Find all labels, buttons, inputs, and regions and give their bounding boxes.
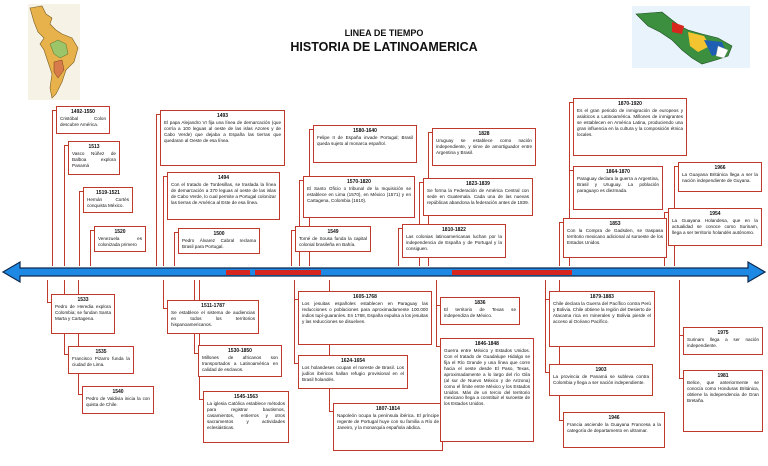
event-box-1903: 1903 La provincia de Panamá se subleva contra Colombia y llega a ser nación independiente. [549,364,653,396]
connector-line [299,180,300,266]
event-box-1975: 1975 Surinam llega a ser nación independiente. [683,327,763,355]
page-title: HISTORIA DE LATINOAMERICA [290,40,478,54]
connector-line [79,191,80,266]
event-box-1879-1883: 1879-1883 Chile declara la Guerra del Pacífico contra Perú y Bolivia. Chile obtiene la región del Desierto de Atacama rica en minerales y Bolivia pierde el acceso al Océano Pacífico. [549,291,655,347]
event-box-1520: 1520 Venezuela es colonizada primero [94,226,146,252]
event-box-1846-1848: 1846-1848 Guerra entre México y Estados Unidos. Con el tratado de Guadalupe Hidalgo se fija el Río Grande y una línea que corre hacia el oeste desde El Paso, Texas, aproximadamente a lo largo del río Gila (al sur de Nuevo México y de Arizona) como el límite entre México y los Estados Unidos. Más de un tercio del territorio mexicano llega a constituir el suroeste de los Estados Unidos. [440,338,534,442]
connector-line [47,280,48,302]
event-box-1853: 1853 Con la Compra de Gadsden, se traspasa territorio mexicano adicional al suroeste de los Estados Unidos. [563,218,667,258]
connector-line [52,110,53,266]
connector-line [294,280,295,363]
connector-line [64,145,65,266]
event-box-1823-1839: 1823-1839 Se forma la Federación de América Central con sede en Guatemala. Cada una de las nuevas repúblicas abandona la federación antes de 1839. [423,178,533,216]
event-box-1836: 1836 El territorio de Texas se independiza de México. [440,297,520,325]
event-box-1605-1768: 1605-1768 Los jesuitas españoles establecen en Paraguay las reducciones o poblaciones para aproximadamente 100.000 indios tupí-guaraníes. En 1768, España expulsa a los jesuitas y las reducciones se disuelven. [298,291,432,345]
connector-line [163,176,164,266]
event-box-1810-1822: 1810-1822 Las colonias latinoamericanas luchan por la independencia de España y de Portugal y la consiguen. [402,224,506,258]
connector-line [90,230,91,266]
double-arrow-icon [3,262,765,282]
event-box-1494: 1494 Con el tratado de Tordesillas, se traslada la línea de demarcación a 370 leguas al oeste de las islas de Cabo Verde, lo cual permite a Portugal colonizar las tierras de América al Este de esa línea. [167,172,280,220]
period-highlight-1 [226,270,250,275]
event-box-1513: 1513 Vasco Núñez de Balboa explora Panamá [68,141,120,175]
event-box-1570-1820: 1570-1820 El Santo Oficio o tribunal de la Inquisición se establece en Lima (1570), en México (1571) y en Cartagena, Colombia (1610). [303,176,415,218]
event-box-1533: 1533 Pedro de Heredia explora Colombia; se fundan Santa Marta y Cartagena. [51,294,115,334]
event-box-1519-1521: 1519-1521 Hernán Cortés conquista México. [83,187,133,213]
event-box-1580-1640: 1580-1640 Felipe II de España invade Portugal; Brasil queda sujeto al monarca español. [313,125,417,163]
connector-line [174,232,175,266]
period-highlight-2 [255,270,321,275]
event-box-1981: 1981 Belice, que anteriormente se conocía como Honduras Británica, obtiene la independencia de Gran Bretaña. [683,370,763,432]
connector-line [199,280,200,399]
event-box-1946: 1946 Francia asciende la Guayana Francesa a la categoría de departamento en ultramar. [563,412,665,448]
connector-line [398,228,399,266]
connector-line [291,230,292,266]
event-box-1530-1850: 1530-1850 Millones de africanos son transportados a Latinoamérica en calidad de esclavos. [198,345,282,377]
connector-line [545,280,546,372]
event-box-1540: 1540 Pedro de Valdivia inicia la con quista de Chile. [82,386,154,414]
event-box-1493: 1493 El papa Alejandro VI fija una línea de demarcación (que corría a 100 leguas al oeste de las islas Azores y de Cabo Verde) que dejaba a España las tierras que quedaran al Oeste de esa línea. [160,110,285,166]
title-line-1: LINEA DE TIEMPO [344,28,424,38]
connector-line [679,280,680,378]
connector-line [559,222,560,266]
event-box-1511-1787: 1511-1787 Se establece el sistema de audiencias en todos los territorios hispanoamericanos. [167,300,259,334]
event-box-1535: 1535 Francisco Pizarro funda la ciudad de Lima. [68,346,134,374]
event-box-1500: 1500 Pedro Álvarez Cabral reclama Brasil para Portugal. [178,228,260,254]
event-box-1864-1870: 1864-1870 Paraguay declara la guerra a Argentina, Brasil y Uruguay. La población paraguayo es diezmada. [573,166,663,210]
event-box-1870-1920: 1870-1920 Es el gran periodo de inmigración de europeos y asiáticos a Latinoamérica. Millones de inmigrantes se establecen en América Latina, produciendo una gran influencia en la cultura y la composición étnica locales. [573,98,687,156]
event-box-1954: 1954 La Guayana Holandesa, que en la actualidad se conoce como Surinam, llega a ser territorio holandés autónomo. [668,208,762,246]
event-box-1966: 1966 La Guayana Británica llega a ser la nación independiente de Guyana. [678,162,762,192]
event-box-1807-1814: 1807-1814 Napoleón ocupa la península ibérica. El príncipe regente de Portugal huye con su familia a Río de Janeiro, y la monarquía española abdica. [333,403,443,451]
connector-line [156,114,157,266]
event-box-1828: 1828 Uruguay se establece como nación independiente, y sirve de amortiguador entre Argentina y Brasil. [432,128,536,166]
connector-line [436,280,437,346]
event-box-1492-1550: 1492-1550 Cristóbal Colon descubre América. [56,106,110,134]
event-box-1549: 1549 Tomé de Sousa funda la capital colonial brasileña en Bahía. [295,226,371,252]
event-box-1624-1654: 1624-1654 Los holandeses ocupan el noreste de Brasil. Los judíos ibéricos hallan refugio provisional en el Brasil holandés. [298,355,408,389]
event-box-1545-1563: 1545-1563 La iglesia Católica establece métodos para registrar bautismos, casamientos, entierros y otros sacramentos y actividades eclesiásticas. [203,391,289,443]
connector-line [163,280,164,308]
period-highlight-3 [452,270,572,275]
